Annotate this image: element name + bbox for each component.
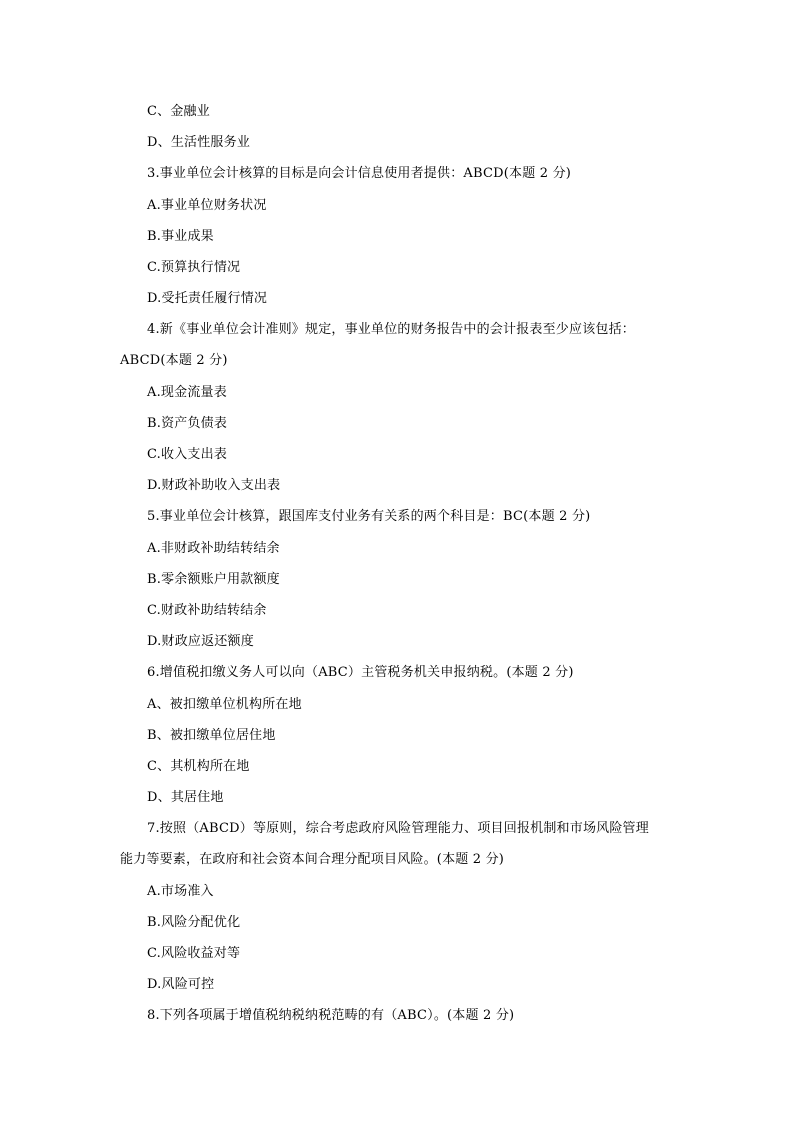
q6-option-c: C、其机构所在地 <box>147 759 250 774</box>
q5-option-a: A.非财政补助结转结余 <box>147 541 280 556</box>
q5-option-d: D.财政应返还额度 <box>147 634 254 649</box>
q7-option-c: C.风险收益对等 <box>147 946 241 961</box>
q3-option-a: A.事业单位财务状况 <box>147 198 267 213</box>
q6-option-d: D、其居住地 <box>147 790 224 805</box>
q4-option-c: C.收入支出表 <box>147 447 228 462</box>
q4-option-d: D.财政补助收入支出表 <box>147 478 281 493</box>
option-c-financial: C、金融业 <box>147 104 210 119</box>
q5-option-c: C.财政补助结转结余 <box>147 603 267 618</box>
q7-option-d: D.风险可控 <box>147 977 215 992</box>
question-7-continued: 能力等要素，在政府和社会资本间合理分配项目风险。(本题 2 分) <box>120 852 505 867</box>
q6-option-a: A、被扣缴单位机构所在地 <box>147 697 302 712</box>
question-8: 8.下列各项属于增值税纳税纳税范畴的有（ABC）。(本题 2 分) <box>147 1008 515 1023</box>
q4-option-b: B.资产负债表 <box>147 416 228 431</box>
question-4-continued: ABCD(本题 2 分) <box>120 353 228 368</box>
option-d-services: D、生活性服务业 <box>147 135 251 150</box>
q7-option-b: B.风险分配优化 <box>147 915 241 930</box>
q7-option-a: A.市场准入 <box>147 884 214 899</box>
q3-option-b: B.事业成果 <box>147 229 214 244</box>
q3-option-d: D.受托责任履行情况 <box>147 291 268 306</box>
question-7: 7.按照（ABCD）等原则，综合考虑政府风险管理能力、项目回报机制和市场风险管理 <box>147 821 649 836</box>
q3-option-c: C.预算执行情况 <box>147 260 241 275</box>
question-4: 4.新《事业单位会计准则》规定，事业单位的财务报告中的会计报表至少应该包括： <box>147 322 636 337</box>
q5-option-b: B.零余额账户用款额度 <box>147 572 280 587</box>
question-5: 5.事业单位会计核算，跟国库支付业务有关系的两个科目是：BC(本题 2 分) <box>147 509 591 524</box>
question-6: 6.增值税扣缴义务人可以向（ABC）主管税务机关申报纳税。(本题 2 分) <box>147 665 574 680</box>
q6-option-b: B、被扣缴单位居住地 <box>147 728 276 743</box>
q4-option-a: A.现金流量表 <box>147 385 227 400</box>
question-3: 3.事业单位会计核算的目标是向会计信息使用者提供：ABCD(本题 2 分) <box>147 166 572 181</box>
